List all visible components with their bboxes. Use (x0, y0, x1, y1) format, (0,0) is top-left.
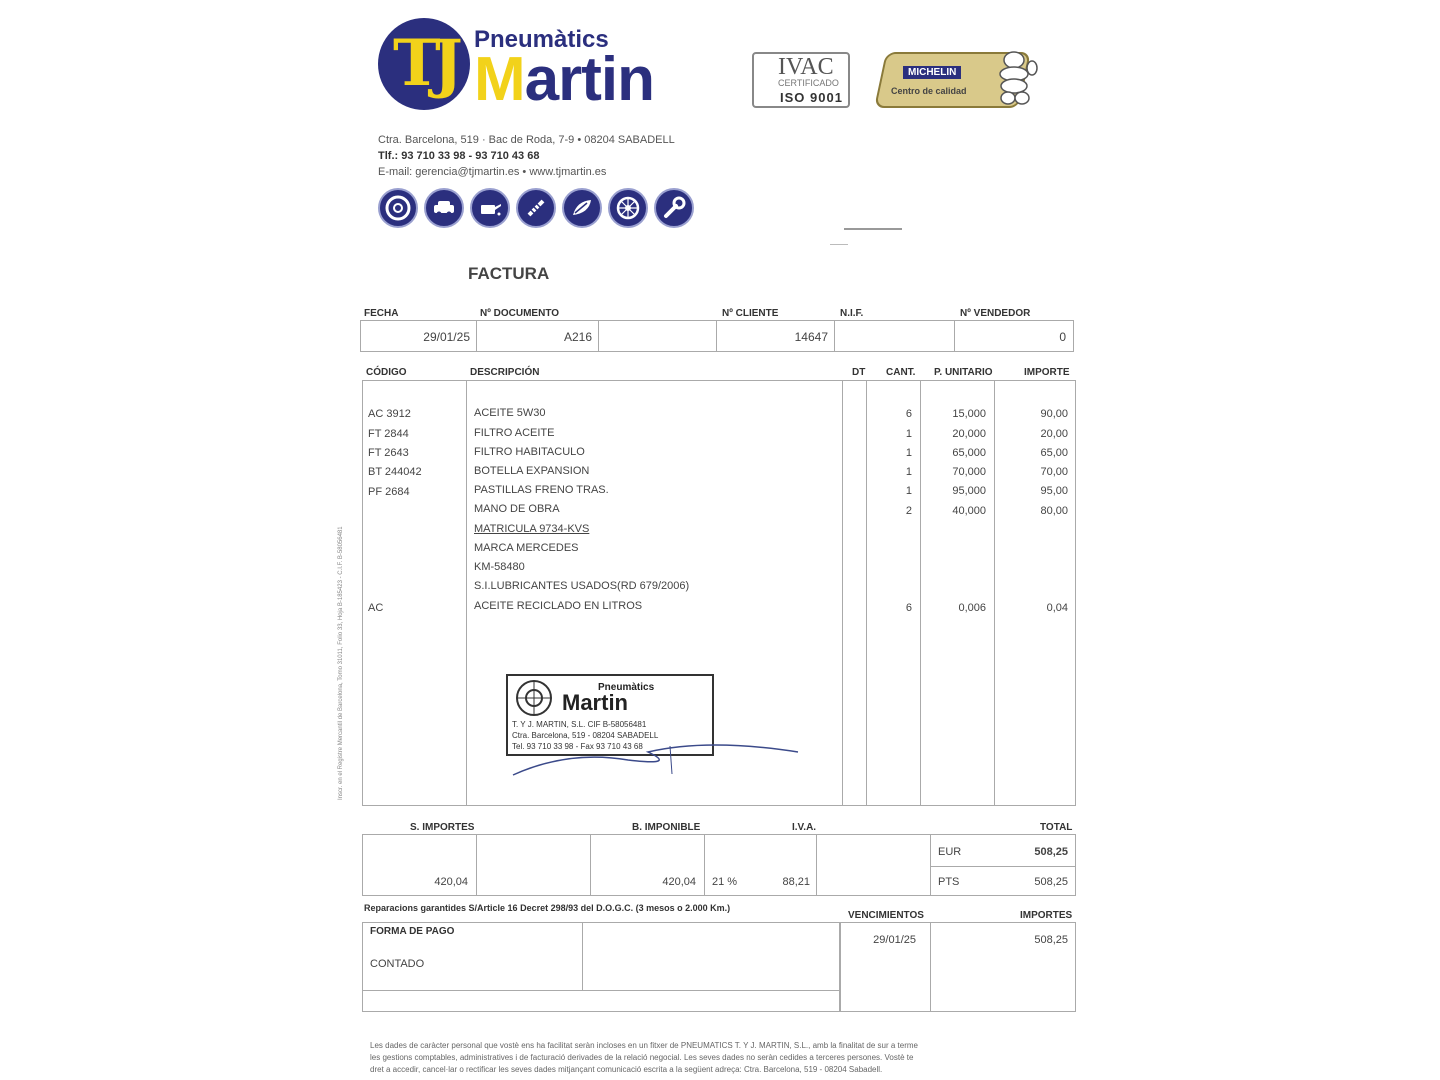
item-unit-price: 40,000 (952, 505, 986, 517)
divider (590, 834, 591, 896)
item-quantity: 1 (905, 485, 912, 497)
item-amount: 65,00 (1040, 447, 1068, 459)
item-description: MANO DE OBRA (474, 503, 560, 515)
item-unit-price: 70,000 (952, 466, 986, 478)
fecha-value: 29/01/25 (423, 330, 470, 344)
item-description: PASTILLAS FRENO TRAS. (474, 484, 609, 496)
vencimiento-amount: 508,25 (1034, 934, 1068, 946)
item-description: S.I.LUBRICANTES USADOS(RD 679/2006) (474, 580, 690, 592)
divider (816, 834, 817, 896)
iva-label: I.V.A. (792, 822, 817, 833)
item-unit-price: 95,000 (952, 485, 986, 497)
eur-label: EUR (938, 846, 962, 858)
eur-total: 508,25 (1034, 846, 1068, 858)
cant-header: CANT. (886, 367, 916, 378)
punitario-header: P. UNITARIO (934, 367, 993, 378)
divider (842, 380, 843, 806)
stamp-line: T. Y J. MARTIN, S.L. CIF B-58056481 (512, 720, 647, 729)
item-code: FT 2844 (368, 428, 409, 440)
importes-label: IMPORTES (1020, 910, 1073, 921)
divider (834, 320, 835, 352)
signature (508, 730, 808, 780)
b-imponible-label: B. IMPONIBLE (632, 822, 701, 833)
divider (930, 922, 931, 1012)
divider (476, 320, 477, 352)
wheel-icon (608, 188, 648, 228)
iva-amount: 88,21 (782, 876, 810, 888)
importe-header: IMPORTE (1024, 367, 1070, 378)
cliente-label: Nº CLIENTE (722, 308, 779, 319)
stamp-title: Martin (562, 690, 628, 715)
divider (476, 834, 477, 896)
brake-pad-icon (562, 188, 602, 228)
michelin-man-icon (990, 50, 1038, 106)
item-amount: 80,00 (1040, 505, 1068, 517)
car-icon (424, 188, 464, 228)
tire-icon (378, 188, 418, 228)
scan-mark (844, 228, 902, 230)
shock-absorber-icon (516, 188, 556, 228)
pts-label: PTS (938, 876, 960, 888)
item-amount: 95,00 (1040, 485, 1068, 497)
document-title: FACTURA (468, 264, 550, 283)
stamp-pre: Pneumàtics (598, 682, 655, 693)
nif-label: N.I.F. (840, 308, 864, 319)
stamp-line: Tel. 93 710 33 98 - Fax 93 710 43 68 (512, 742, 643, 751)
divider (920, 380, 921, 806)
divider (866, 380, 867, 806)
company-phone: Tlf.: 93 710 33 98 - 93 710 43 68 (378, 150, 540, 162)
item-code: AC 3912 (368, 408, 411, 420)
stamp-emblem-icon (514, 678, 554, 718)
stamp-line: Ctra. Barcelona, 519 - 08204 SABADELL (512, 731, 659, 740)
divider (598, 320, 599, 352)
divider (954, 320, 955, 352)
item-unit-price: 15,000 (952, 408, 986, 420)
company-logo-letters: TJ (393, 26, 455, 101)
vencimientos-label: VENCIMIENTOS (848, 910, 924, 921)
item-unit-price: 65,000 (952, 447, 986, 459)
brand-top: Pneumàtics (474, 26, 609, 53)
divider (994, 380, 995, 806)
b-imponible-value: 420,04 (662, 876, 696, 888)
divider (930, 866, 1076, 867)
item-description: FILTRO HABITACULO (474, 446, 585, 458)
registry-note: Inscr. en el Registre Mercantil de Barcelona, Tomo 31011, Folio 33, Hoja B-185423 - C.I.F. B-58056481 (338, 526, 344, 800)
item-amount: 70,00 (1040, 466, 1068, 478)
documento-value: A216 (563, 330, 592, 344)
item-quantity: 2 (905, 505, 912, 517)
brand-name (474, 44, 654, 115)
item-code: BT 244042 (368, 466, 422, 478)
item-description: MATRICULA 9734-KVS (474, 523, 590, 535)
legal-line: les gestions comptables, administratives i de facturació derivades de la relació negocial. Les seves dades no seràn cedides a terceres persones. Vostè te (370, 1053, 914, 1062)
divider (362, 990, 840, 991)
iso-logo: IVAC (778, 54, 834, 80)
total-label: TOTAL (1040, 822, 1073, 833)
wrench-icon (654, 188, 694, 228)
dt-header: DT (852, 367, 866, 378)
item-amount: 20,00 (1040, 428, 1068, 440)
item-code: PF 2684 (368, 486, 410, 498)
descripcion-header: DESCRIPCIÓN (470, 367, 540, 378)
item-description: FILTRO ACEITE (474, 427, 555, 439)
item-quantity: 1 (905, 466, 912, 478)
iso-text: ISO 9001 (780, 90, 843, 105)
documento-label: Nº DOCUMENTO (480, 308, 560, 319)
iva-percent: 21 % (712, 876, 738, 888)
pts-total: 508,25 (1034, 876, 1068, 888)
brand-initial: M (474, 45, 525, 114)
item-quantity: 6 (905, 602, 912, 614)
vendedor-label: Nº VENDEDOR (960, 308, 1031, 319)
service-icons (378, 188, 694, 228)
item-quantity: 1 (905, 428, 912, 440)
item-unit-price: 0,006 (958, 602, 986, 614)
item-description: ACEITE 5W30 (474, 407, 546, 419)
oil-can-icon (470, 188, 510, 228)
brand-rest: artin (524, 45, 655, 114)
company-email-web: E-mail: gerencia@tjmartin.es • www.tjmartin.es (378, 166, 607, 178)
item-quantity: 6 (905, 408, 912, 420)
forma-pago-value: CONTADO (370, 958, 425, 970)
item-amount: 90,00 (1040, 408, 1068, 420)
fecha-label: FECHA (364, 308, 399, 319)
cliente-value: 14647 (794, 330, 828, 344)
item-code: AC (368, 602, 384, 614)
vendedor-value: 0 (1059, 330, 1066, 344)
divider (582, 922, 583, 990)
item-description: KM-58480 (474, 561, 525, 573)
item-description: MARCA MERCEDES (474, 542, 579, 554)
divider (716, 320, 717, 352)
item-description: ACEITE RECICLADO EN LITROS (474, 600, 643, 612)
vencimiento-date: 29/01/25 (873, 934, 916, 946)
michelin-sub: Centro de calidad (891, 86, 967, 96)
item-unit-price: 20,000 (952, 428, 986, 440)
item-code: FT 2643 (368, 447, 409, 459)
divider (930, 834, 931, 896)
legal-line: Les dades de caràcter personal que vostè ens ha facilitat seràn incloses en un fitxer de PNEUMATICS T. Y J. MARTIN, S.L., amb la finalitat de sur a terme (370, 1041, 918, 1050)
warranty-note: Reparacions garantides S/Article 16 Decret 298/93 del D.O.G.C. (3 mesos o 2.000 Km.) (364, 903, 731, 913)
s-importes-value: 420,04 (434, 876, 468, 888)
item-description: BOTELLA EXPANSION (474, 465, 590, 477)
codigo-header: CÓDIGO (366, 367, 407, 378)
divider (704, 834, 705, 896)
scan-mark (830, 244, 848, 245)
legal-line: dret a accedir, cancel·lar o rectificar les seves dades mitjançant comunicació escrita a la següent adreça: Ctra. Barcelona, 519 - 08204 Sabadell. (370, 1065, 883, 1074)
michelin-name: MICHELIN (903, 66, 961, 79)
iso-sub: CERTIFICADO (778, 78, 839, 88)
s-importes-label: S. IMPORTES (410, 822, 475, 833)
item-amount: 0,04 (1046, 602, 1068, 614)
divider (466, 380, 467, 806)
forma-pago-label: FORMA DE PAGO (370, 926, 455, 937)
company-address: Ctra. Barcelona, 519 · Bac de Roda, 7-9 • 08204 SABADELL (378, 134, 675, 146)
item-quantity: 1 (905, 447, 912, 459)
